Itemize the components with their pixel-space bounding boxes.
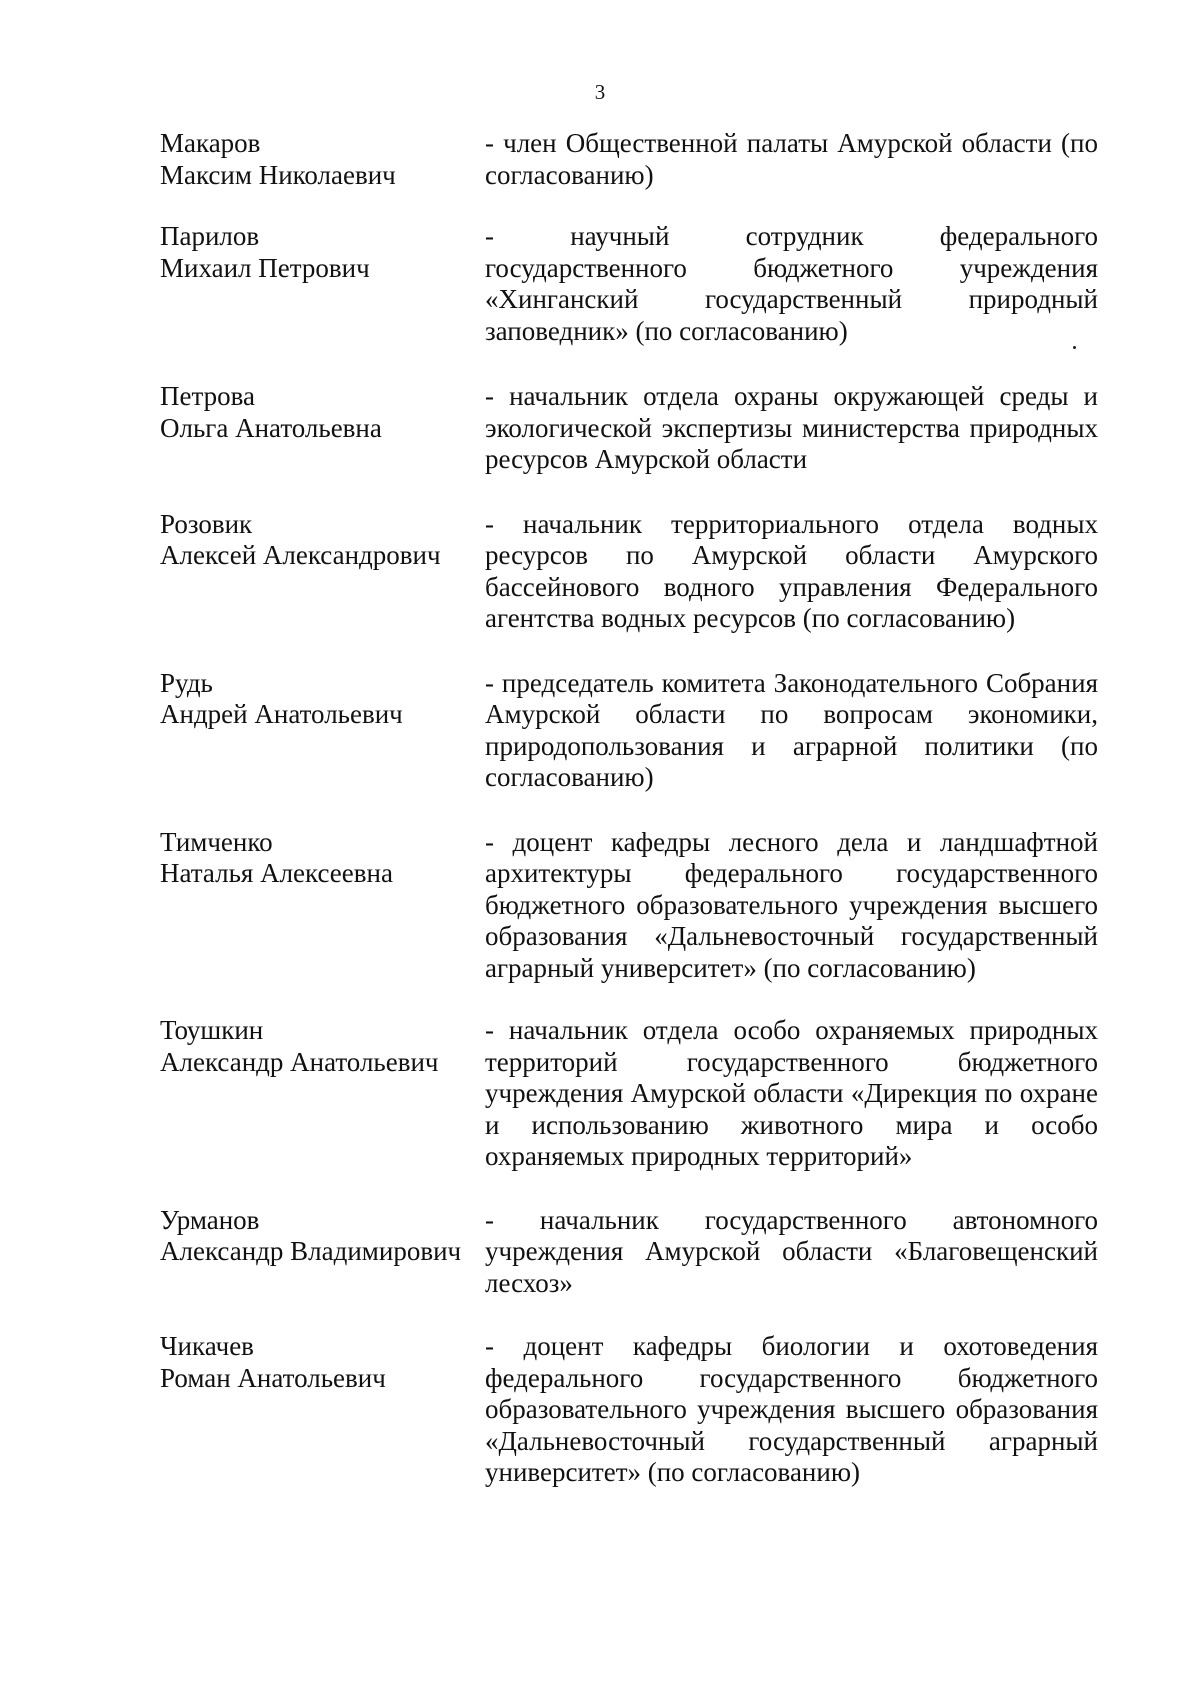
member-name (160, 1015, 485, 1078)
member-position: - начальник территориального отдела водных ресурсов по Амурской области Амурского бассейнового водного управления Федерального агентства водных ресурсов (по согласованию) (485, 508, 1098, 633)
members-list (160, 128, 1098, 1489)
member-surname: Макаров (160, 128, 261, 158)
member-surname: Урманов (160, 1204, 260, 1235)
member-surname: Тоушкин (160, 1015, 264, 1045)
member-position: - начальник государственного автономного учреждения Амурской области «Благовещенский лесхоз» (485, 1204, 1098, 1298)
member-entry (160, 827, 1098, 985)
member-given-names: Алексей Александрович (160, 540, 441, 570)
member-entry (160, 1205, 1098, 1300)
member-surname: Тимченко (160, 826, 273, 857)
member-surname: Парилов (160, 221, 260, 251)
member-name (160, 128, 485, 191)
member-given-names: Роман Анатольевич (160, 1362, 386, 1393)
member-entry (160, 509, 1098, 635)
member-position: - начальник отдела охраны окружающей среды и экологической экспертизы министерства природных ресурсов Амурской области (485, 381, 1098, 474)
member-given-names: Андрей Анатольевич (160, 699, 403, 729)
member-name (160, 668, 485, 731)
member-given-names: Наталья Алексеевна (160, 858, 393, 888)
member-surname: Розовик (160, 508, 253, 539)
member-name (160, 509, 485, 572)
member-surname: Петрова (160, 381, 255, 411)
member-name (160, 1205, 485, 1268)
member-entry (160, 221, 1098, 347)
member-entry (160, 668, 1098, 794)
member-name (160, 381, 485, 444)
member-given-names: Ольга Анатольевна (160, 412, 382, 443)
member-given-names: Александр Анатольевич (160, 1046, 439, 1077)
member-given-names: Александр Владимирович (160, 1236, 462, 1266)
member-surname: Чикачев (160, 1331, 254, 1361)
member-entry (160, 128, 1098, 191)
page-number: 3 (594, 80, 606, 104)
member-position: - доцент кафедры лесного дела и ландшафтной архитектуры федерального государственного бюджетного образовательного учреждения высшего образования «Дальневосточный государственный аграрный университет» (по согласованию) (485, 826, 1098, 983)
member-entry (160, 1015, 1098, 1173)
member-position: - председатель комитета Законодательного Собрания Амурской области по вопросам экономики, природопользования и аграрной политики (по согласованию) (485, 667, 1098, 792)
member-position: - член Общественной палаты Амурской области (по согласованию) (485, 128, 1098, 190)
member-position: - начальник отдела особо охраняемых природных территорий государственного бюджетного учреждения Амурской области «Дирекция по охране и использованию животного мира и особо охраняемых природных территорий» (485, 1015, 1098, 1171)
member-position: - научный сотрудник федерального государственного бюджетного учреждения «Хинганский государственный природный заповедник» (по согласованию) (485, 221, 1098, 346)
member-entry (160, 381, 1098, 476)
member-given-names: Максим Николаевич (160, 159, 396, 190)
member-position: - доцент кафедры биологии и охотоведения федерального государственного бюджетного образовательного учреждения высшего образования «Дальневосточный государственный аграрный университет» (по согласованию) (485, 1331, 1098, 1487)
member-name (160, 221, 485, 284)
member-name (160, 827, 485, 890)
member-name (160, 1331, 485, 1394)
member-given-names: Михаил Петрович (160, 252, 370, 283)
member-surname: Рудь (160, 667, 213, 698)
member-entry (160, 1331, 1098, 1489)
